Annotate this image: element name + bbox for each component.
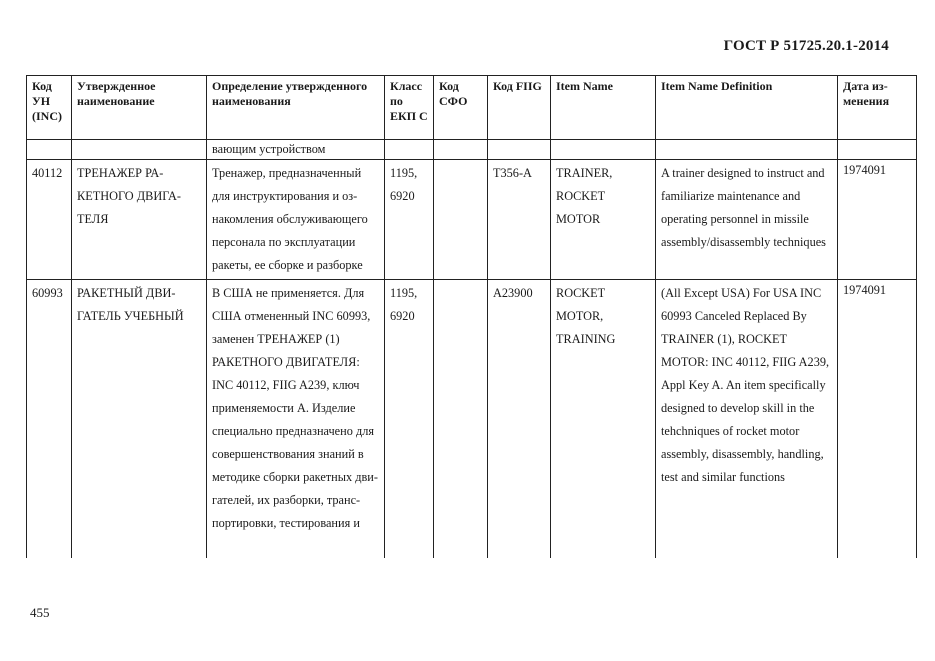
cell-definition: вающим устройством	[207, 140, 385, 160]
table-row	[27, 160, 917, 280]
cell-fiig: A23900	[488, 280, 551, 559]
nomenclature-table	[26, 75, 917, 558]
cell-sfo	[434, 140, 488, 160]
cell-inc	[27, 140, 72, 160]
header-code-un: Код УН (INC)	[27, 76, 72, 140]
cell-class	[385, 140, 434, 160]
cell-sfo	[434, 160, 488, 280]
header-approved-name: Утвержденное наименование	[72, 76, 207, 140]
cell-item-name: ROCKET MOTOR, TRAINING	[551, 280, 656, 559]
cell-definition: Тренажер, предназначенный для инструктирования и ознакомления обслуживающего персонала по эксплуатации ракеты, ее сборке и разборке	[207, 160, 385, 280]
header-definition: Определение утвержденного наименования	[207, 76, 385, 140]
cell-approved-name	[72, 140, 207, 160]
cell-item-name: TRAINER, ROCKET MOTOR	[551, 160, 656, 280]
cell-class: 1195, 6920	[385, 280, 434, 559]
cell-item-definition	[656, 140, 838, 160]
cell-approved-name: РАКЕТНЫЙ ДВИГАТЕЛЬ УЧЕБНЫЙ	[72, 280, 207, 559]
cell-item-definition: (All Except USA) For USA INC 60993 Canceled Replaced By TRAINER (1), ROCKET MOTOR: INC 40112, FIIG A239, Appl Key A. An item specifically designed to develop skill in the tehchniques of rocket motor assembly, disassembly, handling, test and similar functions	[656, 280, 838, 559]
cell-item-name	[551, 140, 656, 160]
cell-class: 1195, 6920	[385, 160, 434, 280]
cell-fiig	[488, 140, 551, 160]
header-item-name-definition: Item Name Definition	[656, 76, 838, 140]
cell-item-definition: A trainer designed to instruct and familiarize maintenance and operating personnel in missile assembly/disassembly techniques	[656, 160, 838, 280]
page-number: 455	[30, 605, 50, 620]
header-code-fiig: Код FIIG	[488, 76, 551, 140]
header-item-name: Item Name	[551, 76, 656, 140]
cell-sfo	[434, 280, 488, 559]
table-row-continuation	[27, 140, 917, 160]
cell-fiig: T356-A	[488, 160, 551, 280]
header-class-ekps: Класс по ЕКП С	[385, 76, 434, 140]
header-code-sfo: Код СФО	[434, 76, 488, 140]
cell-definition: В США не применяется. Для США отмененный INC 60993, заменен ТРЕНАЖЕР (1) РАКЕТНОГО ДВИГАТЕЛЯ: INC 40112, FIIG A239, ключ применяемости A. Изделие специально предназначено для совершенствования знаний в методике сборки ракетных двигателей, их разборки, транспортировки, тестирования и	[207, 280, 385, 559]
cell-date	[838, 140, 917, 160]
header-row	[27, 76, 917, 140]
table-row	[27, 280, 917, 559]
cell-inc: 40112	[27, 160, 72, 280]
cell-approved-name: ТРЕНАЖЕР РАКЕТНОГО ДВИГАТЕЛЯ	[72, 160, 207, 280]
cell-date: 1974091	[838, 280, 917, 559]
cell-date: 1974091	[838, 160, 917, 280]
cell-inc: 60993	[27, 280, 72, 559]
header-change-date: Дата изменения	[838, 76, 917, 140]
document-code: ГОСТ Р 51725.20.1-2014	[723, 38, 889, 54]
